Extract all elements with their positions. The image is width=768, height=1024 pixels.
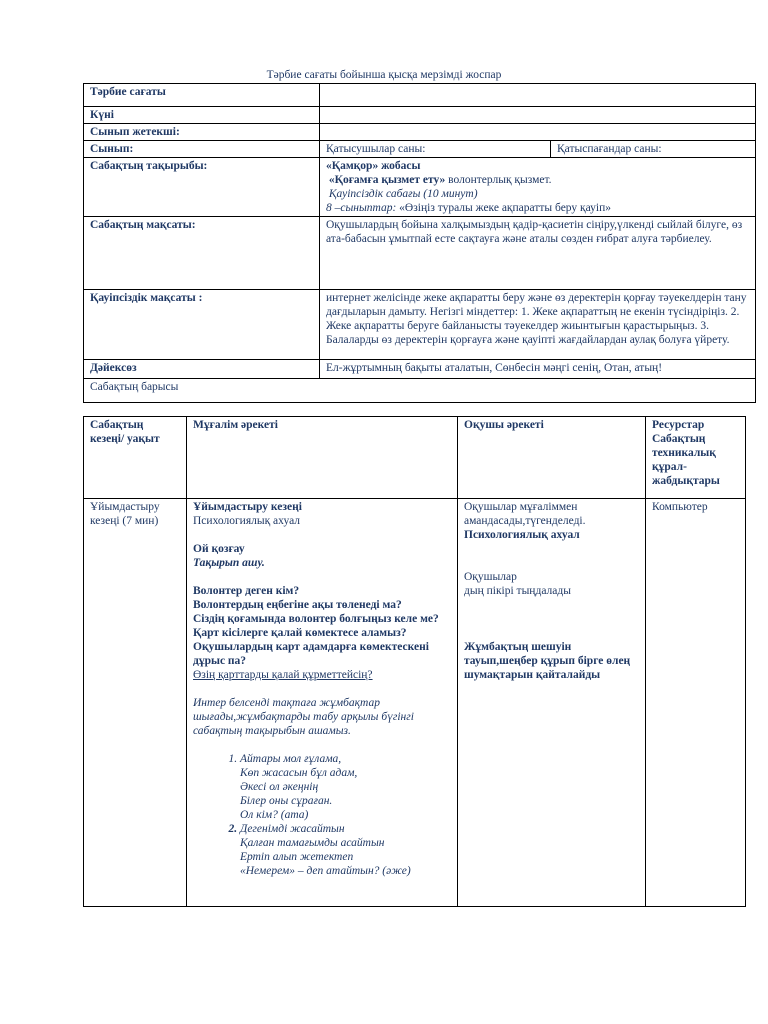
goal-text: Оқушылардың бойына халқымыздың қадір-қасиетін сіңіру,үлкенді сыйлай білуге, өз ата-бабасын ұмытпай есте сақтауға және аталы сөзден ғибрат алуға тәрбиелеу.: [320, 217, 756, 290]
topic-open: Тақырып ашу.: [193, 557, 265, 569]
psych-mood: Психологиялық ахуал: [193, 515, 301, 527]
riddle-line: «Немерем» – деп атайтын? (әже): [240, 865, 411, 877]
teacher-label: Сынып жетекші:: [84, 124, 320, 141]
riddle-intro: Интер белсенді тақтаға жұмбақтар шығады,жұмбақтарды табу арқылы бүгінгі сабақтың тақырыбын ашамыз.: [193, 697, 414, 737]
riddle-line: Әкесі ол әкеңнің: [240, 781, 319, 793]
lesson-table: [83, 416, 746, 907]
absent-label: Қатыспағандар саны:: [551, 141, 756, 158]
stage-cell: Ұйымдастыру кезеңі (7 мин): [84, 499, 187, 907]
student-listen-2: дың пікірі тыңдалады: [464, 585, 571, 597]
teacher-action-header: Мұғалім әрекеті: [187, 417, 458, 499]
question-6: Өзің қарттарды қалай құрметтейсің?: [193, 669, 373, 681]
riddle-line: Ол кім? (ата): [240, 809, 309, 821]
safety-text: интернет желісінде жеке ақпаратты беру және өз деректерін қорғау тәуекелдерін тану дағдыларын дамыту. Негізгі міндеттер: 1. Жеке ақпараттың не екенін түсіндіріңіз. 2. Жеке ақпаратты беруге байланысты тәуекелдер жиынтығын қарастырыңыз. 3. Балаларды өз деректерін қорғауға және қауіпті жағдайлардан аулақ болуға үйрету.: [320, 290, 756, 360]
org-title: Ұйымдастыру кезеңі: [193, 501, 302, 513]
day-value: [320, 107, 756, 124]
student-action-header: Оқушы әрекеті: [458, 417, 646, 499]
student-riddle-task: Жұмбақтың шешуін тауып,шеңбер құрып бірге өлең шумақтарын қайталайды: [464, 641, 631, 681]
topic-label: Сабақтың тақырыбы:: [84, 158, 320, 217]
resources-header: Ресурстар Сабақтың техникалық құрал-жабдықтары: [646, 417, 746, 499]
class-label: Сынып:: [84, 141, 320, 158]
safety-label: Қауіпсіздік мақсаты :: [84, 290, 320, 360]
stage-header: Сабақтың кезеңі/ уақыт: [84, 417, 187, 499]
hour-label: Тәрбие сағаты: [84, 84, 320, 107]
riddle-1: [240, 752, 451, 822]
riddle-line: 1. Айтары мол ғұлама,: [240, 753, 342, 765]
topic-line-3: Қауіпсіздік сабағы (10 минут): [328, 188, 478, 200]
attending-label: Қатысушылар саны:: [320, 141, 551, 158]
student-psych: Психологиялық ахуал: [464, 529, 580, 541]
resource-cell: Компьютер: [646, 499, 746, 907]
hour-value: [320, 84, 756, 107]
student-action-cell: [458, 499, 646, 907]
topic-line-2-bold: «Қоғамға қызмет ету»: [328, 174, 446, 186]
plan-header-table: [83, 83, 756, 403]
riddle-line: Қалған тамағымды асайтын: [240, 837, 385, 849]
topic-line-1: «Қамқор» жобасы: [326, 160, 421, 172]
topic-line-4-italic: 8 –сыныптар:: [326, 202, 397, 214]
riddle-2: [240, 822, 451, 878]
motto-label: Дәйексөз: [84, 360, 320, 379]
teacher-action-cell: [187, 499, 458, 907]
topic-line-2-rest: волонтерлық қызмет.: [445, 174, 552, 186]
riddle-line: Көп жасасын бұл адам,: [240, 767, 358, 779]
student-listen-1: Оқушылар: [464, 571, 517, 583]
question-2: Волонтердың еңбегіне ақы төленеді ма?: [193, 599, 402, 611]
topic-line-4-rest: «Өзіңіз туралы жеке ақпаратты беру қауіп»: [396, 202, 611, 214]
page-title: Тәрбие сағаты бойынша қысқа мерзімді жоспар: [266, 69, 502, 81]
question-1: Волонтер деген кім?: [193, 585, 300, 597]
topic-value: [320, 158, 756, 217]
progress-label: Сабақтың барысы: [84, 379, 756, 403]
day-label: Күні: [84, 107, 320, 124]
goal-label: Сабақтың мақсаты:: [84, 217, 320, 290]
riddle-line: Білер оны сұраған.: [240, 795, 333, 807]
warmup-title: Ой қозғау: [193, 543, 245, 555]
question-5: Оқушылардың карт адамдарға көмектескені дұрыс па?: [193, 641, 429, 667]
riddle-list: [193, 752, 451, 878]
student-greet: Оқушылар мұғаліммен амандасады,түгенделеді.: [464, 501, 586, 527]
question-4: Қарт кісілерге қалай көмектесе аламыз?: [193, 627, 407, 639]
riddle-line: 2. Дегенімді жасайтын: [240, 823, 345, 835]
teacher-value: [320, 124, 756, 141]
riddle-line: Ертіп алып жетектеп: [240, 851, 354, 863]
question-3: Сіздің қоғамында волонтер болғыңыз келе ме?: [193, 613, 439, 625]
motto-text: Ел-жұртымның бақыты аталатын, Сөнбесін мәңгі сенің, Отан, атың!: [320, 360, 756, 379]
